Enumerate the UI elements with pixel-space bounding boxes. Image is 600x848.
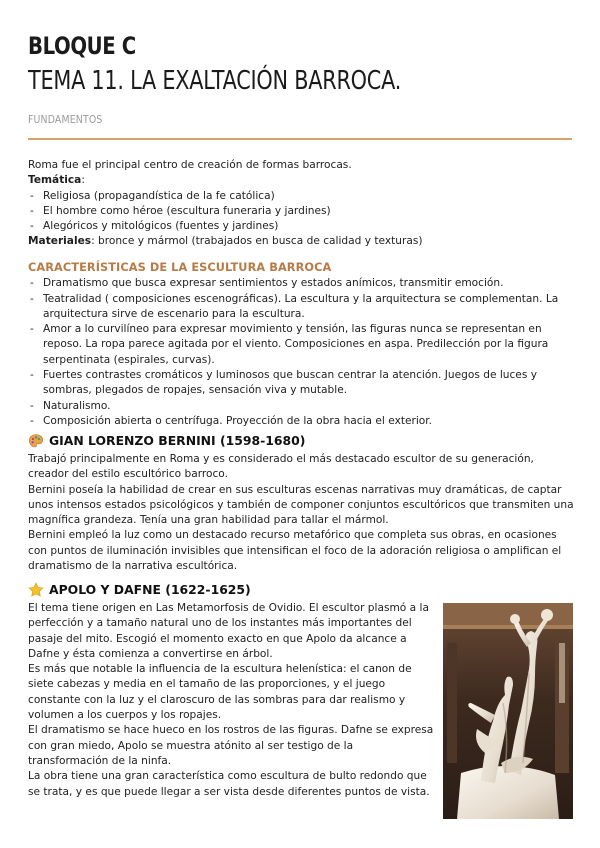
apolo-body: [28, 601, 434, 800]
palette-icon: [28, 433, 44, 449]
list-item: - Religiosa (propagandística de la fe católica): [28, 189, 572, 204]
section-label: FUNDAMENTOS: [28, 113, 103, 126]
intro-line: Roma fue el principal centro de creación de formas barrocas.: [28, 159, 352, 171]
materiales-label: Materiales: [28, 235, 92, 248]
materiales-line: [28, 234, 572, 249]
list-item: - Teatralidad ( composiciones escenográficas). La escultura y la arquitectura se complementan. La arquitectura sirve de escenario para la escultura.: [28, 292, 576, 323]
intro-section: [28, 158, 572, 250]
list-item: - El hombre como héroe (escultura funeraria y jardines): [28, 204, 572, 219]
divider-rule: [28, 138, 572, 140]
list-item: - Fuertes contrastes cromáticos y luminosos que buscan centrar la atención. Juegos de luces y sombras, plegados de ropajes, sensación viva y mutable.: [28, 368, 576, 399]
apolo-dafne-image: [443, 603, 573, 819]
bernini-body: [28, 452, 574, 574]
block-heading: BLOQUE C: [28, 32, 136, 60]
apolo-section: [28, 582, 434, 800]
paragraph: Bernini poseía la habilidad de crear en sus esculturas escenas narrativas muy dramáticas, de captar unos intensos estados psicológicos y también de componer conjuntos escultóricos que transmiten una magnífica grandeza. Tenía una gran habilidad para tallar el mármol.: [28, 483, 574, 527]
caracteristicas-list: [28, 276, 576, 429]
paragraph: El tema tiene origen en Las Metamorfosis de Ovidio. El escultor plasmó a la perfección y a tamaño natural uno de los instantes más importantes del pasaje del mito. Escogió el momento exacto en que Apolo da alcance a Dafne y ésta comienza a convertirse en árbol.: [28, 602, 429, 660]
list-item: - Naturalismo.: [28, 399, 576, 414]
paragraph: Trabajó principalmente en Roma y es considerado el más destacado escultor de su generación, creador del estilo escultórico barroco.: [28, 453, 534, 481]
topic-heading: TEMA 11. LA EXALTACIÓN BARROCA.: [28, 66, 402, 96]
sculpture-photo: [443, 603, 573, 819]
materiales-text: : bronce y mármol (trabajados en busca de calidad y texturas): [91, 235, 423, 248]
apolo-title: [28, 582, 434, 598]
tematica-colon: :: [81, 174, 85, 187]
apolo-title-text: APOLO Y DAFNE (1622-1625): [49, 582, 251, 598]
list-item: - Composición abierta o centrífuga. Proyección de la obra hacia el exterior.: [28, 414, 576, 429]
list-item: - Amor a lo curvilíneo para expresar movimiento y tensión, las figuras nunca se representan en reposo. La ropa parece agitada por el viento. Composiciones en aspa. Predilección por la figura serpentinata (espirales, curvas).: [28, 322, 576, 368]
list-item: - Dramatismo que busca expresar sentimientos y estados anímicos, transmitir emoción.: [28, 276, 576, 291]
caracteristicas-section: [28, 260, 576, 429]
paragraph: Bernini empleó la luz como un destacado recurso metafórico que completa sus obras, en ocasiones con puntos de iluminación invisibles que intensifican el foco de la adoración religiosa o amplifican el dramatismo de la narrativa escultórica.: [28, 529, 562, 573]
bernini-title: [28, 433, 574, 449]
bernini-title-text: GIAN LORENZO BERNINI (1598-1680): [49, 433, 306, 449]
tematica-label: Temática: [28, 174, 82, 187]
paragraph: La obra tiene una gran característica como escultura de bulto redondo que se trata, y es que puede llegar a ser vista desde diferentes puntos de vista.: [28, 770, 430, 798]
bernini-section: [28, 433, 574, 574]
caracteristicas-title: CARACTERÍSTICAS DE LA ESCULTURA BARROCA: [28, 261, 332, 274]
paragraph: Es más que notable la influencia de la escultura helenística: el canon de siete cabezas y media en el tamaño de las proporciones, y el juego constante con la luz y el claroscuro de las sombras para dar realismo y volumen a los cuerpos y los ropajes.: [28, 663, 412, 722]
star-icon: [28, 582, 44, 598]
tematica-list: [28, 189, 572, 235]
paragraph: El dramatismo se hace hueco en los rostros de las figuras. Dafne se expresa con gran miedo, Apolo se muestra atónito al ser testigo de la transformación de la ninfa.: [28, 724, 434, 767]
tematica-heading: [28, 173, 572, 188]
list-item: - Alegóricos y mitológicos (fuentes y jardines): [28, 219, 572, 234]
